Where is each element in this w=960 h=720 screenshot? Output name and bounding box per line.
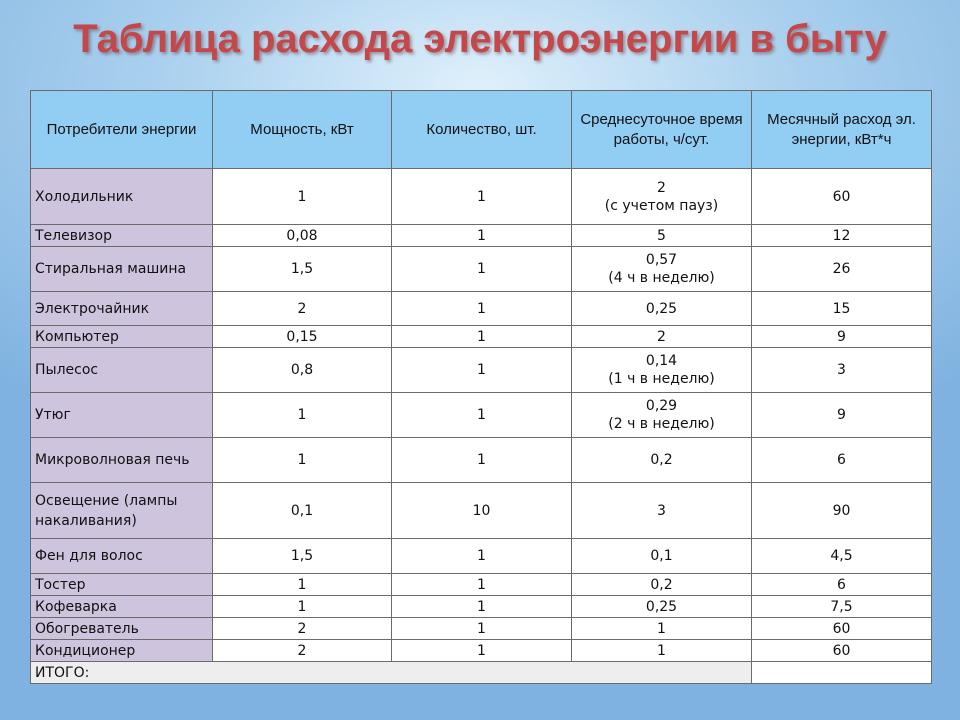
daily-hours-cell — [572, 169, 752, 225]
daily-hours-cell — [572, 393, 752, 438]
monthly-usage-cell: 6 — [752, 438, 932, 483]
quantity-cell: 10 — [392, 483, 572, 539]
consumer-name: Кофеварка — [31, 596, 213, 618]
monthly-usage-cell: 9 — [752, 326, 932, 348]
quantity-cell: 1 — [392, 292, 572, 326]
monthly-usage-cell: 60 — [752, 640, 932, 662]
power-cell: 0,15 — [213, 326, 392, 348]
daily-hours-cell — [572, 574, 752, 596]
daily-hours-value: 0,1 — [650, 548, 673, 564]
quantity-cell: 1 — [392, 596, 572, 618]
quantity-cell: 1 — [392, 348, 572, 393]
daily-hours-value: 2 — [657, 179, 666, 196]
monthly-usage-cell: 60 — [752, 618, 932, 640]
total-value — [752, 662, 932, 684]
table-row — [31, 574, 932, 596]
daily-hours-note: (2 ч в неделю) — [608, 416, 715, 432]
consumer-name: Освещение (лампы накаливания) — [31, 483, 213, 539]
daily-hours-value: 1 — [657, 620, 666, 637]
table-row — [31, 393, 932, 438]
power-cell: 0,1 — [213, 483, 392, 539]
power-cell: 1 — [213, 596, 392, 618]
power-cell: 1 — [213, 574, 392, 596]
header-quantity: Количество, шт. — [392, 91, 572, 169]
daily-hours-value: 2 — [657, 328, 666, 345]
monthly-usage-cell: 4,5 — [752, 539, 932, 574]
daily-hours-value: 0,2 — [650, 576, 673, 593]
daily-hours-cell — [572, 596, 752, 618]
daily-hours-cell — [572, 225, 752, 247]
daily-hours-cell — [572, 640, 752, 662]
monthly-usage-cell: 3 — [752, 348, 932, 393]
daily-hours-value: 3 — [657, 502, 666, 519]
quantity-cell: 1 — [392, 326, 572, 348]
daily-hours-value: 0,14 — [645, 353, 678, 369]
daily-hours-cell — [572, 618, 752, 640]
table-row — [31, 169, 932, 225]
daily-hours-value: 0,57 — [645, 252, 678, 268]
monthly-usage-cell: 9 — [752, 393, 932, 438]
power-cell: 0,08 — [213, 225, 392, 247]
monthly-usage-cell: 7,5 — [752, 596, 932, 618]
quantity-cell: 1 — [392, 438, 572, 483]
daily-hours-cell — [572, 483, 752, 539]
consumer-name: Кондиционер — [31, 640, 213, 662]
consumer-name: Фен для волос — [31, 539, 213, 574]
total-label: ИТОГО: — [31, 662, 752, 684]
table-row — [31, 247, 932, 292]
power-cell: 2 — [213, 640, 392, 662]
daily-hours-cell — [572, 292, 752, 326]
power-cell: 0,8 — [213, 348, 392, 393]
quantity-cell: 1 — [392, 618, 572, 640]
monthly-usage-cell: 26 — [752, 247, 932, 292]
daily-hours-note: (с учетом пауз) — [604, 197, 719, 214]
consumer-name: Холодильник — [31, 169, 213, 225]
monthly-usage-cell: 15 — [752, 292, 932, 326]
power-cell: 1,5 — [213, 539, 392, 574]
daily-hours-cell — [572, 326, 752, 348]
daily-hours-cell — [572, 539, 752, 574]
consumer-name: Пылесос — [31, 348, 213, 393]
header-row — [31, 91, 932, 169]
table-row — [31, 640, 932, 662]
power-cell: 1,5 — [213, 247, 392, 292]
quantity-cell: 1 — [392, 225, 572, 247]
daily-hours-value: 0,25 — [645, 598, 678, 615]
daily-hours-cell — [572, 348, 752, 393]
monthly-usage-cell: 6 — [752, 574, 932, 596]
quantity-cell: 1 — [392, 640, 572, 662]
daily-hours-value: 0,2 — [650, 452, 673, 468]
quantity-cell: 1 — [392, 393, 572, 438]
consumer-name: Обогреватель — [31, 618, 213, 640]
daily-hours-note: (4 ч в неделю) — [608, 270, 715, 286]
daily-hours-cell — [572, 438, 752, 483]
daily-hours-note: (1 ч в неделю) — [608, 371, 715, 387]
header-power: Мощность, кВт — [213, 91, 392, 169]
monthly-usage-cell: 60 — [752, 169, 932, 225]
power-cell: 2 — [213, 618, 392, 640]
table-row — [31, 438, 932, 483]
monthly-usage-cell: 12 — [752, 225, 932, 247]
daily-hours-value: 0,25 — [645, 300, 678, 317]
daily-hours-cell — [572, 247, 752, 292]
daily-hours-value: 1 — [657, 642, 666, 659]
table-row — [31, 539, 932, 574]
quantity-cell: 1 — [392, 539, 572, 574]
consumer-name: Стиральная машина — [31, 247, 213, 292]
consumer-name: Телевизор — [31, 225, 213, 247]
power-cell: 1 — [213, 169, 392, 225]
total-row — [31, 662, 932, 684]
table-row — [31, 292, 932, 326]
power-cell: 2 — [213, 292, 392, 326]
power-cell: 1 — [213, 438, 392, 483]
consumer-name: Утюг — [31, 393, 213, 438]
header-daily-hours: Среднесуточное время работы, ч/сут. — [572, 91, 752, 169]
header-monthly-usage: Месячный расход эл. энергии, кВт*ч — [752, 91, 932, 169]
table-row — [31, 618, 932, 640]
quantity-cell: 1 — [392, 574, 572, 596]
table-row — [31, 483, 932, 539]
quantity-cell: 1 — [392, 247, 572, 292]
daily-hours-value: 5 — [657, 227, 666, 244]
monthly-usage-cell: 90 — [752, 483, 932, 539]
consumer-name: Тостер — [31, 574, 213, 596]
energy-table — [30, 90, 932, 684]
daily-hours-value: 0,29 — [645, 398, 678, 414]
power-cell: 1 — [213, 393, 392, 438]
table-row — [31, 596, 932, 618]
consumer-name: Микроволновая печь — [31, 438, 213, 483]
table-row — [31, 225, 932, 247]
header-consumers: Потребители энергии — [31, 91, 213, 169]
quantity-cell: 1 — [392, 169, 572, 225]
consumer-name: Компьютер — [31, 326, 213, 348]
consumer-name: Электрочайник — [31, 292, 213, 326]
page-title: Таблица расхода электроэнергии в быту — [73, 17, 887, 61]
table-row — [31, 348, 932, 393]
table-row — [31, 326, 932, 348]
